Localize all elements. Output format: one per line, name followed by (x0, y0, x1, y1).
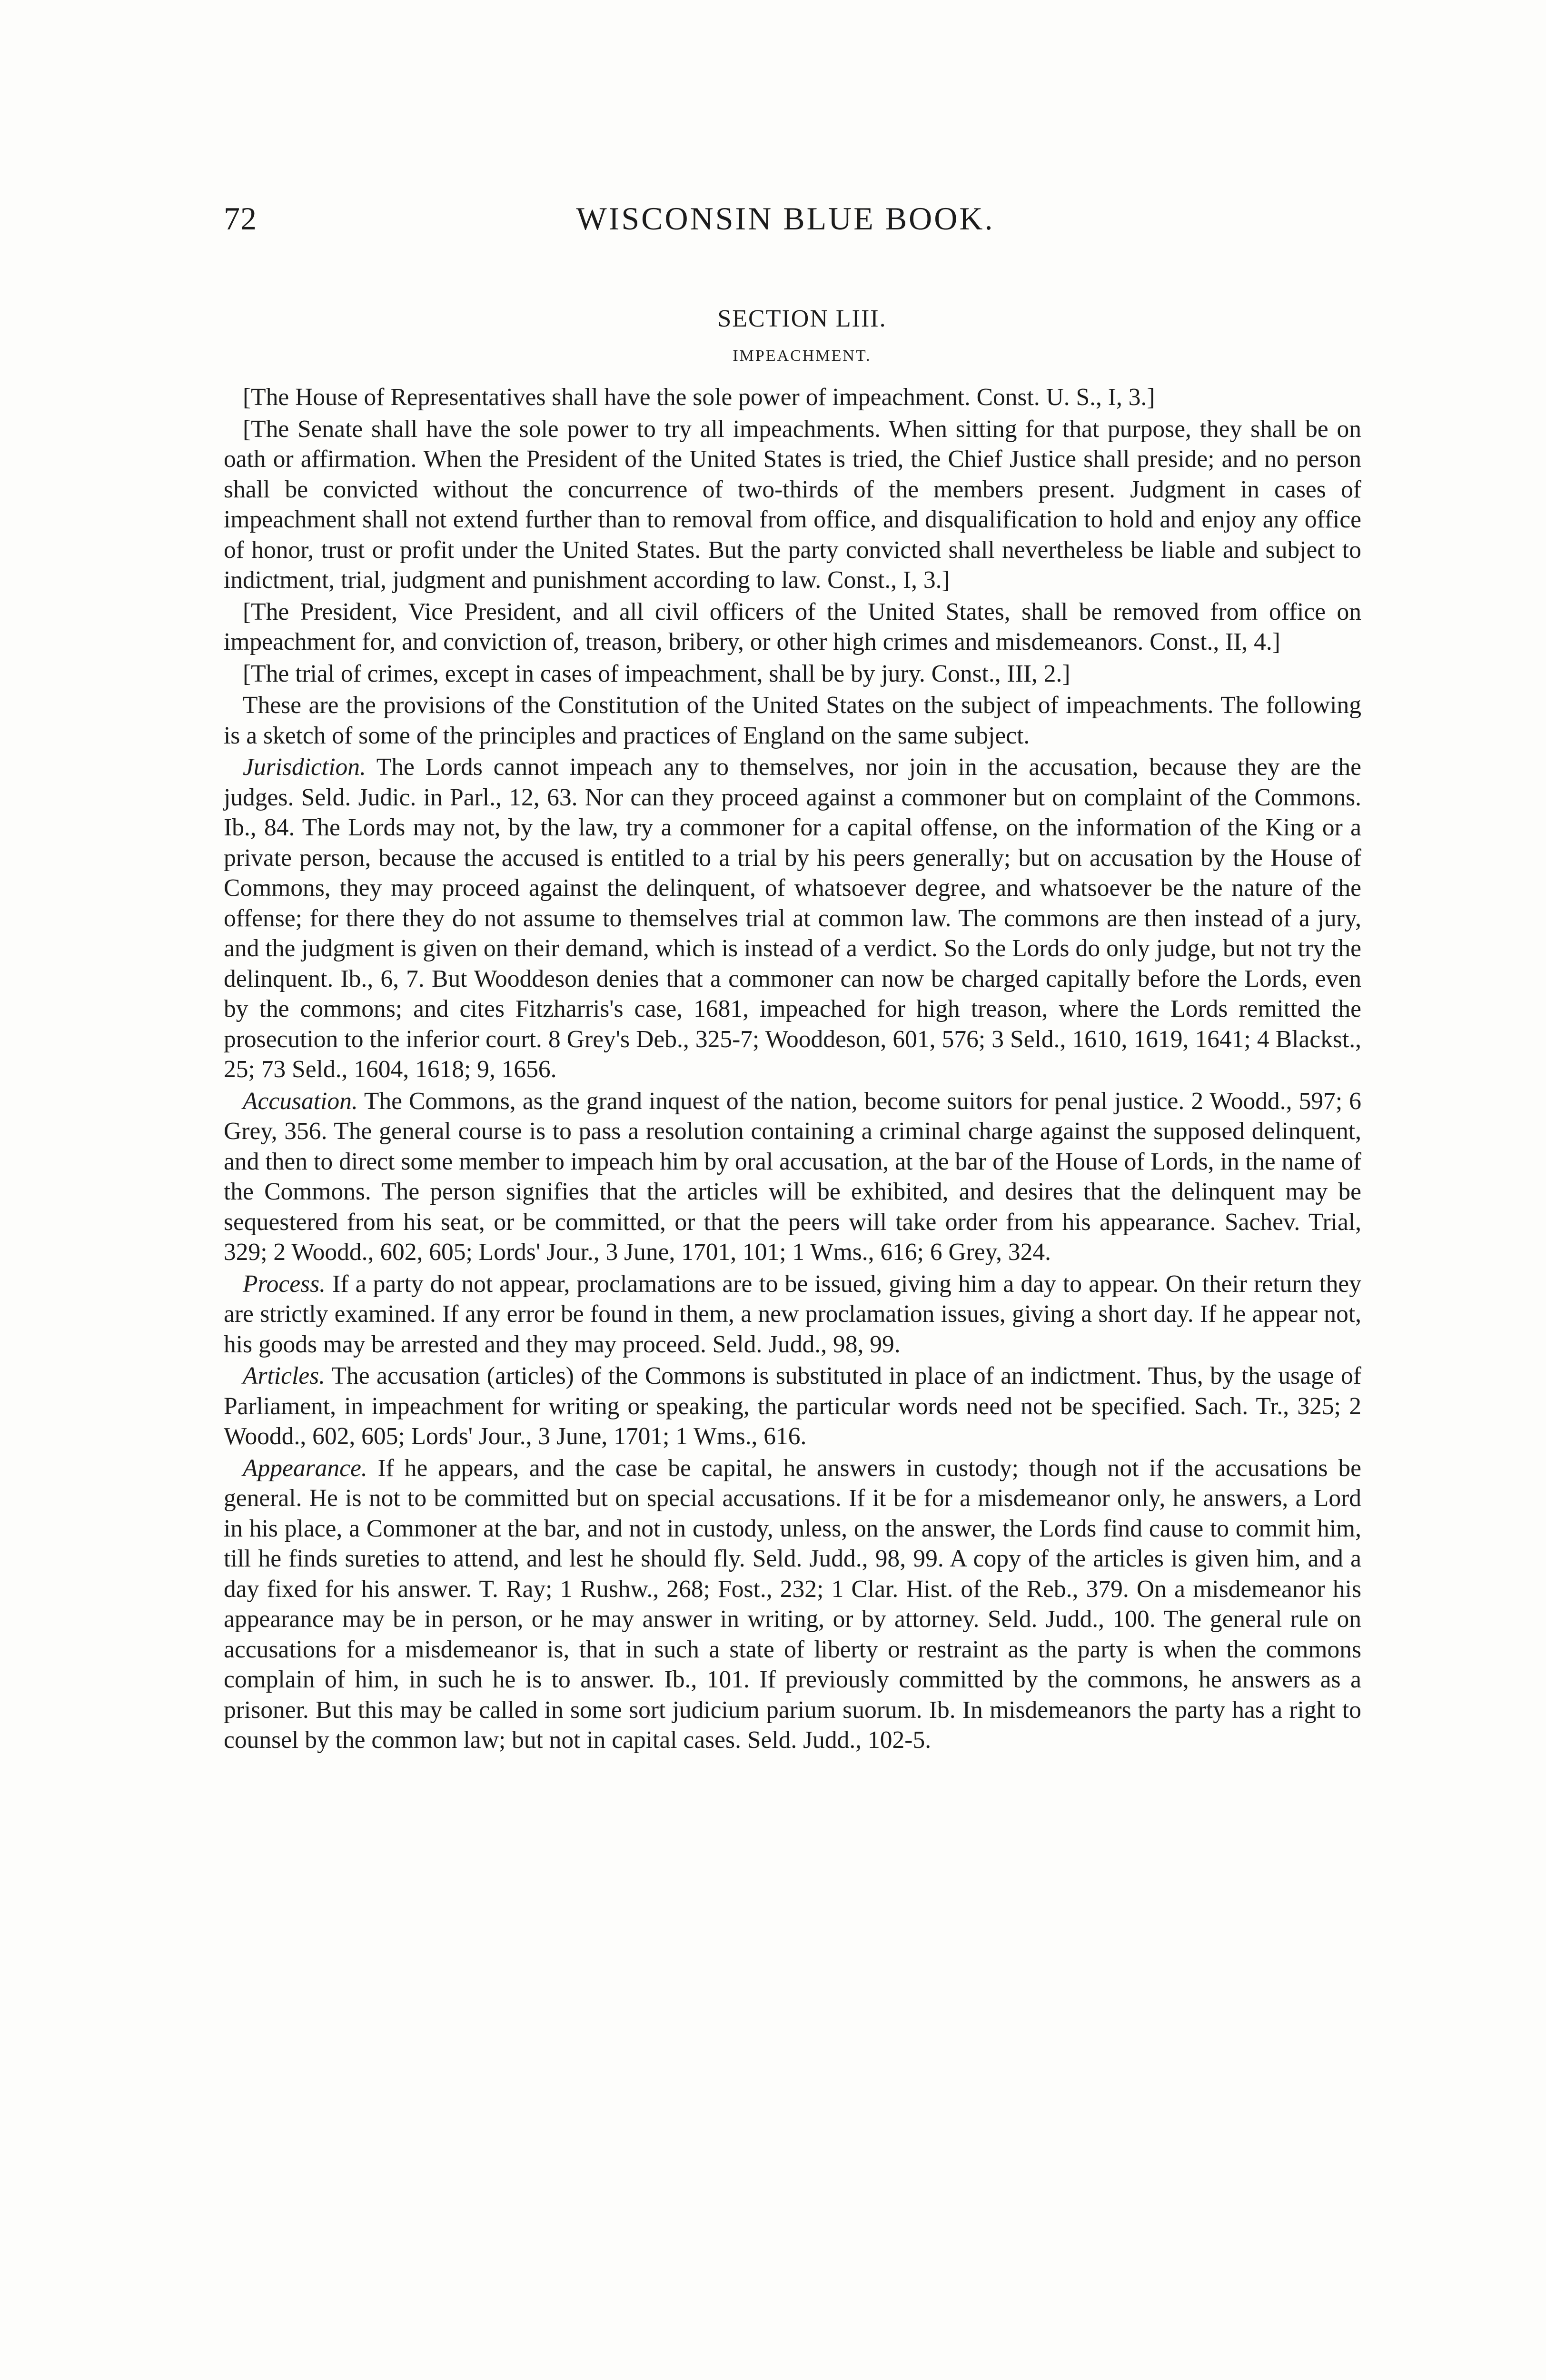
content (224, 305, 1361, 1757)
paragraph-text: [The trial of crimes, except in cases of impeachment, shall be by jury. Const., III, 2.] (243, 660, 1070, 687)
paragraph-lead: Jurisdiction. (243, 754, 366, 781)
paragraph-accusation (224, 1086, 1361, 1268)
running-head (224, 200, 1347, 243)
paragraph (224, 690, 1361, 751)
paragraph-process (224, 1269, 1361, 1360)
paragraph (224, 382, 1361, 413)
paragraph-text: [The House of Representatives shall have the sole power of impeachment. Const. U. S., I, 3.] (243, 384, 1155, 411)
paragraph-text: These are the provisions of the Constitution of the United States on the subject of impeachments. The following is a sketch of some of the principles and practices of England on the same subject. (224, 692, 1361, 749)
paragraph-text: The Commons, as the grand inquest of the nation, become suitors for penal justice. 2 Woodd., 597; 6 Grey, 356. The general course is to pass a resolution containing a criminal charge against the supposed delinquent, and then to direct some member to impeach him by oral accusation, at the bar of the House of Lords, in the name of the Commons. The person signifies that the articles will be exhibited, and desires that the delinquent may be sequestered from his seat, or be committed, or that the peers will take order from his appearance. Sachev. Trial, 329; 2 Woodd., 602, 605; Lords' Jour., 3 June, 1701, 101; 1 Wms., 616; 6 Grey, 324. (224, 1087, 1361, 1266)
paragraph-text: [The Senate shall have the sole power to try all impeachments. When sitting for that purpose, they shall be on oath or affirmation. When the President of the United States is tried, the Chief Justice shall preside; and no person shall be convicted without the concurrence of two-thirds of the members present. Judgment in cases of impeachment shall not extend further than to removal from office, and disqualification to hold and enjoy any office of honor, trust or profit under the United States. But the party convicted shall nevertheless be liable and subject to indictment, trial, judgment and punishment according to law. Const., I, 3.] (224, 415, 1361, 594)
paragraph (224, 597, 1361, 657)
paragraph-appearance (224, 1453, 1361, 1755)
paragraph-lead: Accusation. (243, 1087, 358, 1115)
section-title: SECTION LIII. (717, 305, 887, 332)
paragraph-jurisdiction (224, 752, 1361, 1085)
paragraph-text: If a party do not appear, proclamations are to be issued, giving him a day to appear. On their return they are strictly examined. If any error be found in them, a new proclamation issues, giving a short day. If he appear not, his goods may be arrested and they may proceed. Seld. Judd., 98, 99. (224, 1270, 1361, 1358)
paragraph-text: The accusation (articles) of the Commons is substituted in place of an indictment. Thus, by the usage of Parliament, in impeachment for writing or speaking, the particular words need not be specified. Sach. Tr., 325; 2 Woodd., 602, 605; Lords' Jour., 3 June, 1701; 1 Wms., 616. (224, 1362, 1361, 1450)
book-title: WISCONSIN BLUE BOOK. (576, 200, 995, 237)
paragraph-lead: Appearance. (243, 1454, 367, 1482)
paragraph (224, 659, 1361, 689)
paragraph-text: The Lords cannot impeach any to themselves, nor join in the accusation, because they are the judges. Seld. Judic. in Parl., 12, 63. Nor can they proceed against a commoner but on complaint of the Commons. Ib., 84. The Lords may not, by the law, try a commoner for a capital offense, on the information of the King or a private person, because the accused is entitled to a trial by his peers generally; but on accusation by the House of Commons, they may proceed against the delinquent, of whatsoever degree, and whatsoever be the nature of the offense; for there they do not assume to themselves trial at common law. The commons are then instead of a jury, and the judgment is given on their demand, which is instead of a verdict. So the Lords do only judge, but not try the delinquent. Ib., 6, 7. But Wooddeson denies that a commoner can now be charged capitally before the Lords, even by the commons; and cites Fitzharris's case, 1681, impeached for high treason, where the Lords remitted the prosecution to the inferior court. 8 Grey's Deb., 325-7; Wooddeson, 601, 576; 3 Seld., 1610, 1619, 1641; 4 Blackst., 25; 73 Seld., 1604, 1618; 9, 1656. (224, 754, 1361, 1083)
section-subtitle: IMPEACHMENT. (733, 347, 872, 365)
paragraph-articles (224, 1361, 1361, 1452)
paragraph-text: [The President, Vice President, and all civil officers of the United States, shall be removed from office on impeachment for, and conviction of, treason, bribery, or other high crimes and misdemeanors. Const., II, 4.] (224, 598, 1361, 655)
page-number: 72 (224, 200, 257, 237)
paragraph-lead: Articles. (243, 1362, 326, 1389)
paragraph-lead: Process. (243, 1270, 326, 1298)
paragraph (224, 414, 1361, 595)
paragraph-text: If he appears, and the case be capital, he answers in custody; though not if the accusations be general. He is not to be committed but on special accusations. If it be for a misdemeanor only, he answers, a Lord in his place, a Commoner at the bar, and not in custody, unless, on the answer, the Lords find cause to commit him, till he finds sureties to attend, and lest he should fly. Seld. Judd., 98, 99. A copy of the articles is given him, and a day fixed for his answer. T. Ray; 1 Rushw., 268; Fost., 232; 1 Clar. Hist. of the Reb., 379. On a misdemeanor his appearance may be in person, or he may answer in writing, or by attorney. Seld. Judd., 100. The general rule on accusations for a misdemeanor is, that in such a state of liberty or restraint as the party is when the commons complain of him, in such he is to answer. Ib., 101. If previously committed by the commons, he answers as a prisoner. But this may be called in some sort judicium parium suorum. Ib. In misdemeanors the party has a right to counsel by the common law; but not in capital cases. Seld. Judd., 102-5. (224, 1454, 1361, 1754)
